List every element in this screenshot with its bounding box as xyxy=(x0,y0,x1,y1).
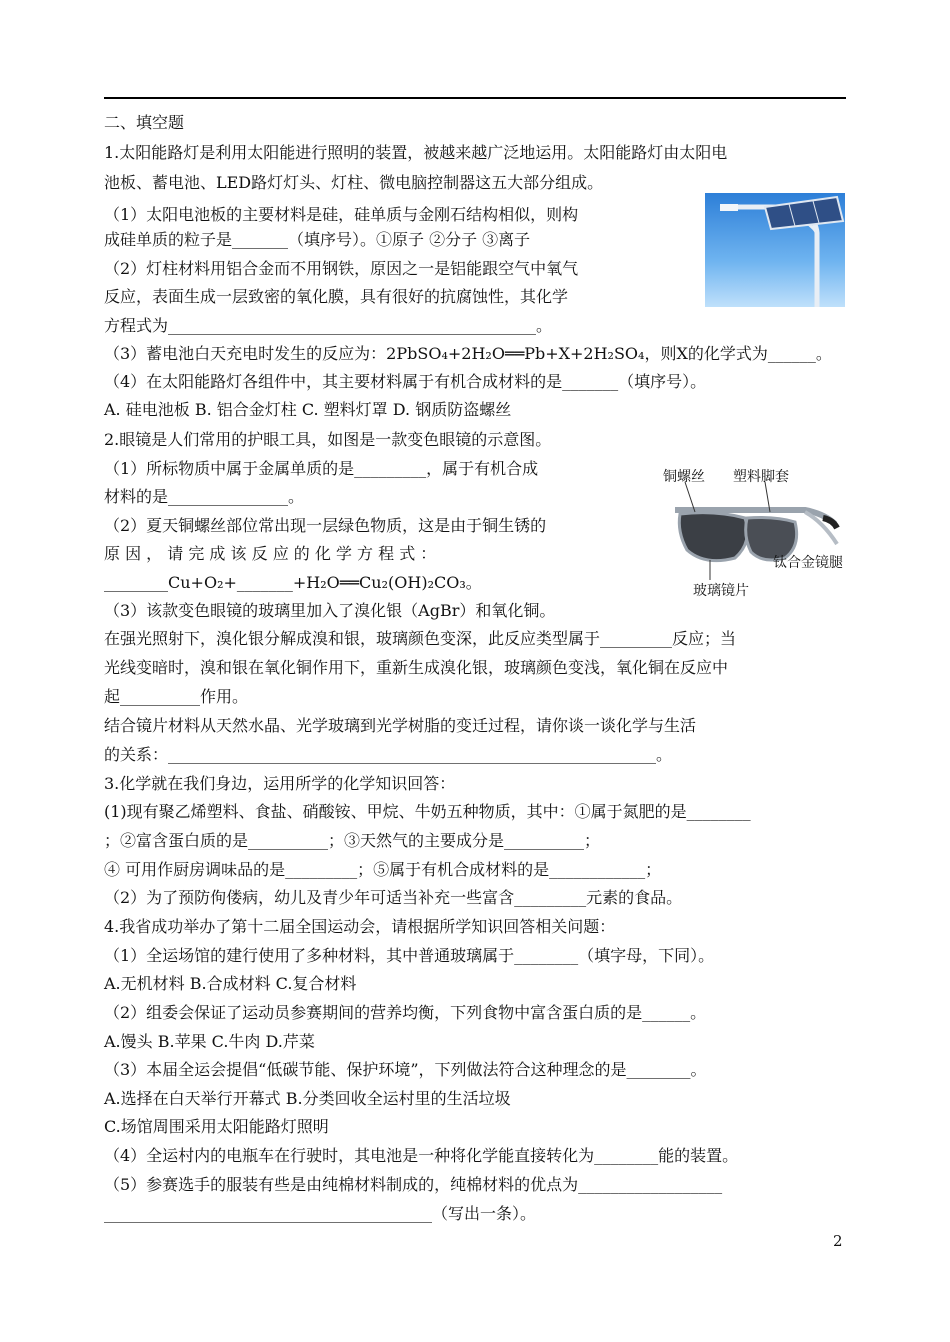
text-line: ；②富含蛋白质的是__________；③天然气的主要成分是__________； xyxy=(104,831,601,850)
glasses-diagram xyxy=(655,462,850,602)
text-line: （4）全运村内的电瓶车在行驶时，其电池是一种将化学能直接转化为________能的装置。 xyxy=(104,1146,739,1165)
text-line: （2）为了预防佝偻病，幼儿及青少年可适当补充一些富含_________元素的食品。 xyxy=(104,888,683,907)
text-line: （2）灯柱材料用铝合金而不用钢铁，原因之一是铝能跟空气中氧气 xyxy=(104,259,579,278)
text-line: （3）该款变色眼镜的玻璃里加入了溴化银（AgBr）和氧化铜。 xyxy=(104,601,556,620)
text-line: （4）在太阳能路灯各组件中，其主要材料属于有机合成材料的是_______（填序号）。 xyxy=(104,372,707,391)
text-line: （1）所标物质中属于金属单质的是_________，属于有机合成 xyxy=(104,459,539,478)
text-line: （2）夏天铜螺丝部位常出现一层绿色物质，这是由于铜生锈的 xyxy=(104,516,547,535)
label-copper-screw: 铜螺丝 xyxy=(663,469,705,485)
text-line: （1）太阳电池板的主要材料是硅，硅单质与金刚石结构相似，则构 xyxy=(104,205,579,224)
text-line: A.馒头 B.苹果 C.牛肉 D.芹菜 xyxy=(104,1032,315,1051)
text-line: （5）参赛选手的服装有些是由纯棉材料制成的，纯棉材料的优点为__________________ xyxy=(104,1175,723,1194)
text-line: 材料的是_______________。 xyxy=(104,487,305,506)
text-line: 方程式为______________________________________________。 xyxy=(104,316,553,335)
text-line: （3）本届全运会提倡“低碳节能、保护环境”，下列做法符合这种理念的是________。 xyxy=(104,1060,707,1079)
text-line: （1）全运场馆的建行使用了多种材料，其中普通玻璃属于________（填字母，下同）。 xyxy=(104,946,715,965)
text-line: ________Cu+O₂+_______+H₂O══Cu₂(OH)₂CO₃。 xyxy=(104,573,482,592)
text-line: 3.化学就在我们身边，运用所学的化学知识回答： xyxy=(104,774,456,793)
text-line: 池板、蓄电池、LED路灯灯头、灯柱、微电脑控制器这五大部分组成。 xyxy=(104,173,604,192)
text-line: _________________________________________（写出一条）。 xyxy=(104,1204,537,1223)
text-line: 在强光照射下，溴化银分解成溴和银，玻璃颜色变深，此反应类型属于_________反应；当 xyxy=(104,629,737,648)
header-rule xyxy=(104,97,846,99)
text-line: 1.太阳能路灯是利用太阳能进行照明的装置，被越来越广泛地运用。太阳能路灯由太阳电 xyxy=(104,143,728,162)
text-line: （2）组委会保证了运动员参赛期间的营养均衡，下列食物中富含蛋白质的是______。 xyxy=(104,1003,707,1022)
text-line: 4.我省成功举办了第十二届全国运动会，请根据所学知识回答相关问题： xyxy=(104,917,616,936)
text-line: 2.眼镜是人们常用的护眼工具，如图是一款变色眼镜的示意图。 xyxy=(104,430,552,449)
section-title: 二、填空题 xyxy=(104,113,185,132)
text-line: (1)现有聚乙烯塑料、食盐、硝酸铵、甲烷、牛奶五种物质，其中：①属于氮肥的是________ xyxy=(104,802,751,821)
text-line: ④ 可用作厨房调味品的是_________；⑤属于有机合成材料的是____________； xyxy=(104,860,662,879)
page-number: 2 xyxy=(833,1232,843,1250)
solar-street-lamp-image xyxy=(705,193,845,307)
text-line: 起__________作用。 xyxy=(104,687,249,706)
text-line: 成硅单质的粒子是_______（填序号）。①原子 ②分子 ③离子 xyxy=(104,230,531,249)
label-titanium-leg: 钛合金镜腿 xyxy=(773,555,843,571)
text-line: 结合镜片材料从天然水晶、光学玻璃到光学树脂的变迁过程，请你谈一谈化学与生活 xyxy=(104,716,697,735)
label-plastic-tip: 塑料脚套 xyxy=(733,469,789,485)
text-line: 的关系：_____________________________________________________________。 xyxy=(104,745,673,764)
text-line: A. 硅电池板 B. 铝合金灯柱 C. 塑料灯罩 D. 钢质防盗螺丝 xyxy=(104,400,512,419)
text-line: 反应，表面生成一层致密的氧化膜，具有很好的抗腐蚀性，其化学 xyxy=(104,287,569,306)
text-line: 光线变暗时，溴和银在氧化铜作用下，重新生成溴化银，玻璃颜色变浅，氧化铜在反应中 xyxy=(104,658,729,677)
text-line: （3）蓄电池白天充电时发生的反应为：2PbSO₄+2H₂O══Pb+X+2H₂SO₄，则X的化学式为______。 xyxy=(104,344,832,363)
text-line: C.场馆周围采用太阳能路灯照明 xyxy=(104,1117,329,1136)
text-line: 原 因 ， 请 完 成 该 反 应 的 化 学 方 程 式 ： xyxy=(104,544,437,563)
text-line: A.选择在白天举行开幕式 B.分类回收全运村里的生活垃圾 xyxy=(104,1089,511,1108)
label-glass-lens: 玻璃镜片 xyxy=(693,583,749,599)
text-line: A.无机材料 B.合成材料 C.复合材料 xyxy=(104,974,357,993)
